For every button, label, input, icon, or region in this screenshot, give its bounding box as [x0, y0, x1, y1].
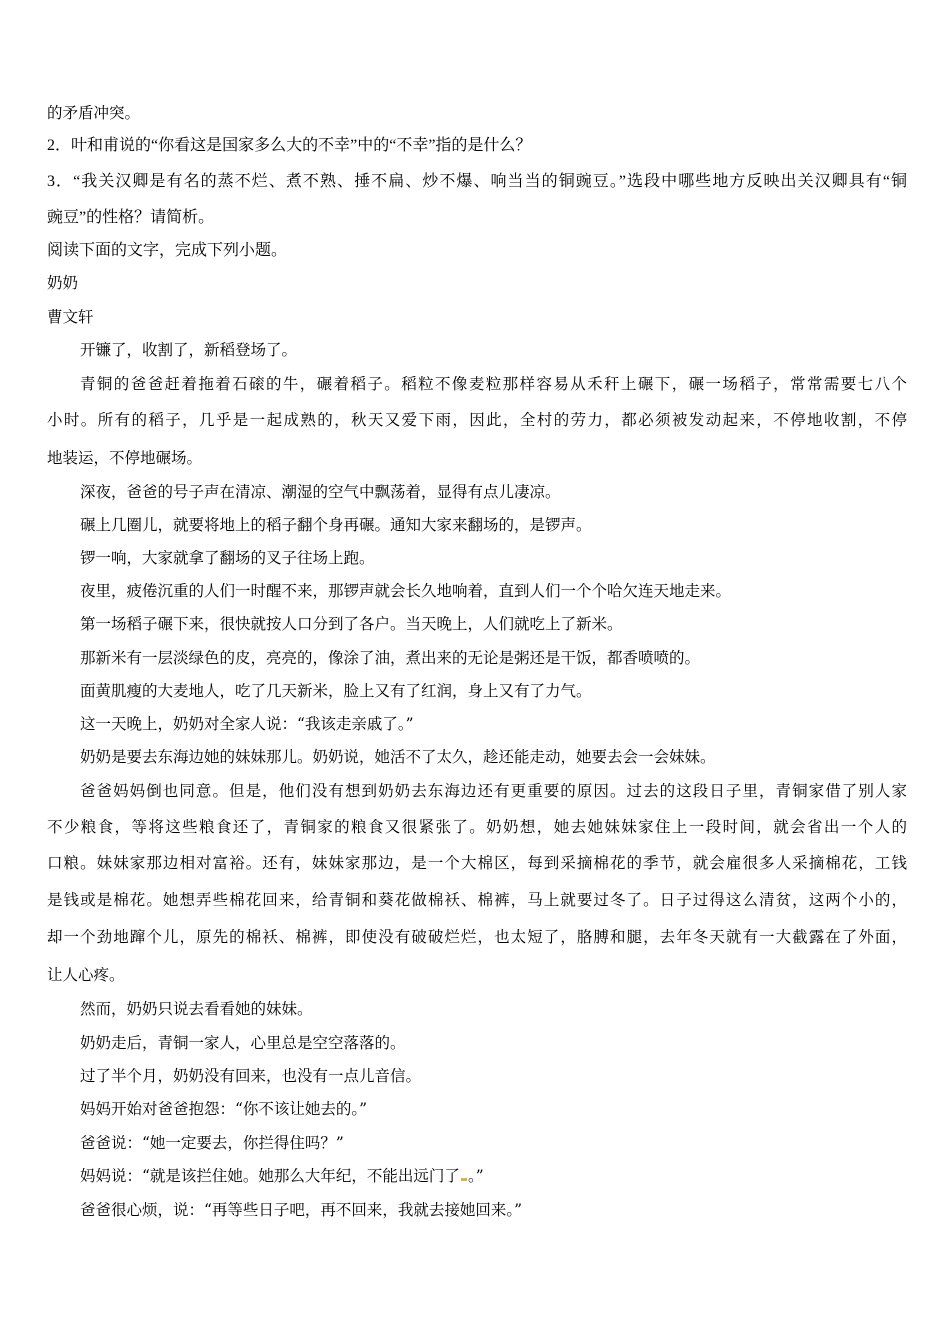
dialogue-closing-punctuation: 。” [467, 1167, 484, 1185]
ellipsis-mark [461, 1178, 467, 1181]
story-paragraph-line: 是钱或是棉花。她想弄些棉花回来，给青铜和葵花做棉袄、棉裤，马上就要过冬了。日子过得这么清贫，这两个小的， [47, 891, 907, 909]
story-paragraph-line: 奶奶是要去东海边她的妹妹那儿。奶奶说，她活不了太久，趁还能走动，她要去会一会妹妹。 [80, 748, 716, 766]
story-paragraph-line: 却一个劲地蹿个儿，原先的棉袄、棉裤，即使没有破破烂烂，也太短了，胳膊和腿，去年冬天就有一大截露在了外面， [47, 928, 907, 946]
question-text: “我关汉卿是有名的蒸不烂、煮不熟、捶不扁、炒不爆、响当当的铜豌豆。”选段中哪些地方反映出关汉卿具有“铜 [73, 173, 907, 190]
story-paragraph-line: 过了半个月，奶奶没有回来，也没有一点儿音信。 [80, 1067, 422, 1085]
story-paragraph-line: 让人心疼。 [47, 966, 125, 984]
story-title: 奶奶 [47, 274, 79, 292]
story-paragraph-line: 第一场稻子碾下来，很快就按人口分到了各户。当天晚上，人们就吃上了新米。 [80, 615, 623, 633]
question-2 [47, 136, 907, 156]
story-paragraph-line: 开镰了，收割了，新稻登场了。 [80, 341, 298, 359]
story-paragraph-line: 然而，奶奶只说去看看她的妹妹。 [80, 1000, 313, 1018]
story-paragraph-line: 口粮。妹妹家那边相对富裕。还有，妹妹家那边，是一个大棉区，每到采摘棉花的季节，就会雇很多人采摘棉花，工钱 [47, 854, 907, 872]
question-3-continuation: 豌豆”的性格？请简析。 [47, 209, 215, 226]
story-paragraph-line: 不少粮食，等将这些粮食还了，青铜家的粮食又很紧张了。奶奶想，她去她妹妹家住上一段时间，就会省出一个人的 [47, 818, 907, 836]
prev-question-tail: 的矛盾冲突。 [47, 104, 141, 122]
story-paragraph-line: 地装运，不停地碾场。 [47, 449, 203, 467]
story-paragraph-line: 这一天晚上，奶奶对全家人说：“我该走亲戚了。” [80, 715, 414, 733]
story-paragraph-line: 爸爸妈妈倒也同意。但是，他们没有想到奶奶去东海边还有更重要的原因。过去的这段日子里，青铜家借了别人家 [80, 782, 907, 800]
question-3 [47, 172, 907, 192]
question-number: 2． [47, 137, 72, 154]
story-author: 曹文轩 [47, 308, 94, 326]
story-paragraph-line: 那新米有一层淡绿色的皮，亮亮的，像涂了油，煮出来的无论是粥还是干饭，都香喷喷的。 [80, 649, 701, 667]
story-paragraph-line: 爸爸很心烦，说：“再等些日子吧，再不回来，我就去接她回来。” [80, 1201, 523, 1219]
story-paragraph-line: 奶奶走后，青铜一家人，心里总是空空落落的。 [80, 1034, 406, 1052]
story-paragraph-line: 碾上几圈儿，就要将地上的稻子翻个身再碾。通知大家来翻场的，是锣声。 [80, 516, 592, 534]
question-text: 叶和甫说的“你看这是国家多么大的不幸”中的“不幸”指的是什么？ [71, 137, 532, 154]
story-paragraph-line: 面黄肌瘦的大麦地人，吃了几天新米，脸上又有了红润，身上又有了力气。 [80, 682, 592, 700]
story-paragraph-line: 妈妈开始对爸爸抱怨：“你不该让她去的。” [80, 1100, 368, 1118]
story-paragraph-line: 爸爸说：“她一定要去，你拦得住吗？” [80, 1134, 344, 1152]
story-paragraph-line: 小时。所有的稻子，几乎是一起成熟的，秋天又爱下雨，因此，全村的劳力，都必须被发动起来，不停地收割，不停 [47, 411, 907, 429]
dialogue-text: 妈妈说：“就是该拦住她。她那么大年纪，不能出远门了 [80, 1167, 460, 1185]
story-paragraph-line: 青铜的爸爸赶着拖着石磙的牛，碾着稻子。稻粒不像麦粒那样容易从禾秆上碾下，碾一场稻子，常常需要七八个 [80, 375, 907, 393]
story-paragraph-line: 深夜，爸爸的号子声在清凉、潮湿的空气中飘荡着，显得有点儿凄凉。 [80, 483, 561, 501]
question-number: 3． [47, 173, 74, 190]
story-paragraph-line: 锣一响，大家就拿了翻场的叉子往场上跑。 [80, 549, 375, 567]
story-paragraph-line [80, 1166, 907, 1186]
reading-instruction: 阅读下面的文字，完成下列小题。 [47, 242, 288, 259]
story-paragraph-line: 夜里，疲倦沉重的人们一时醒不来，那锣声就会长久地响着，直到人们一个个哈欠连天地走来。 [80, 582, 732, 600]
